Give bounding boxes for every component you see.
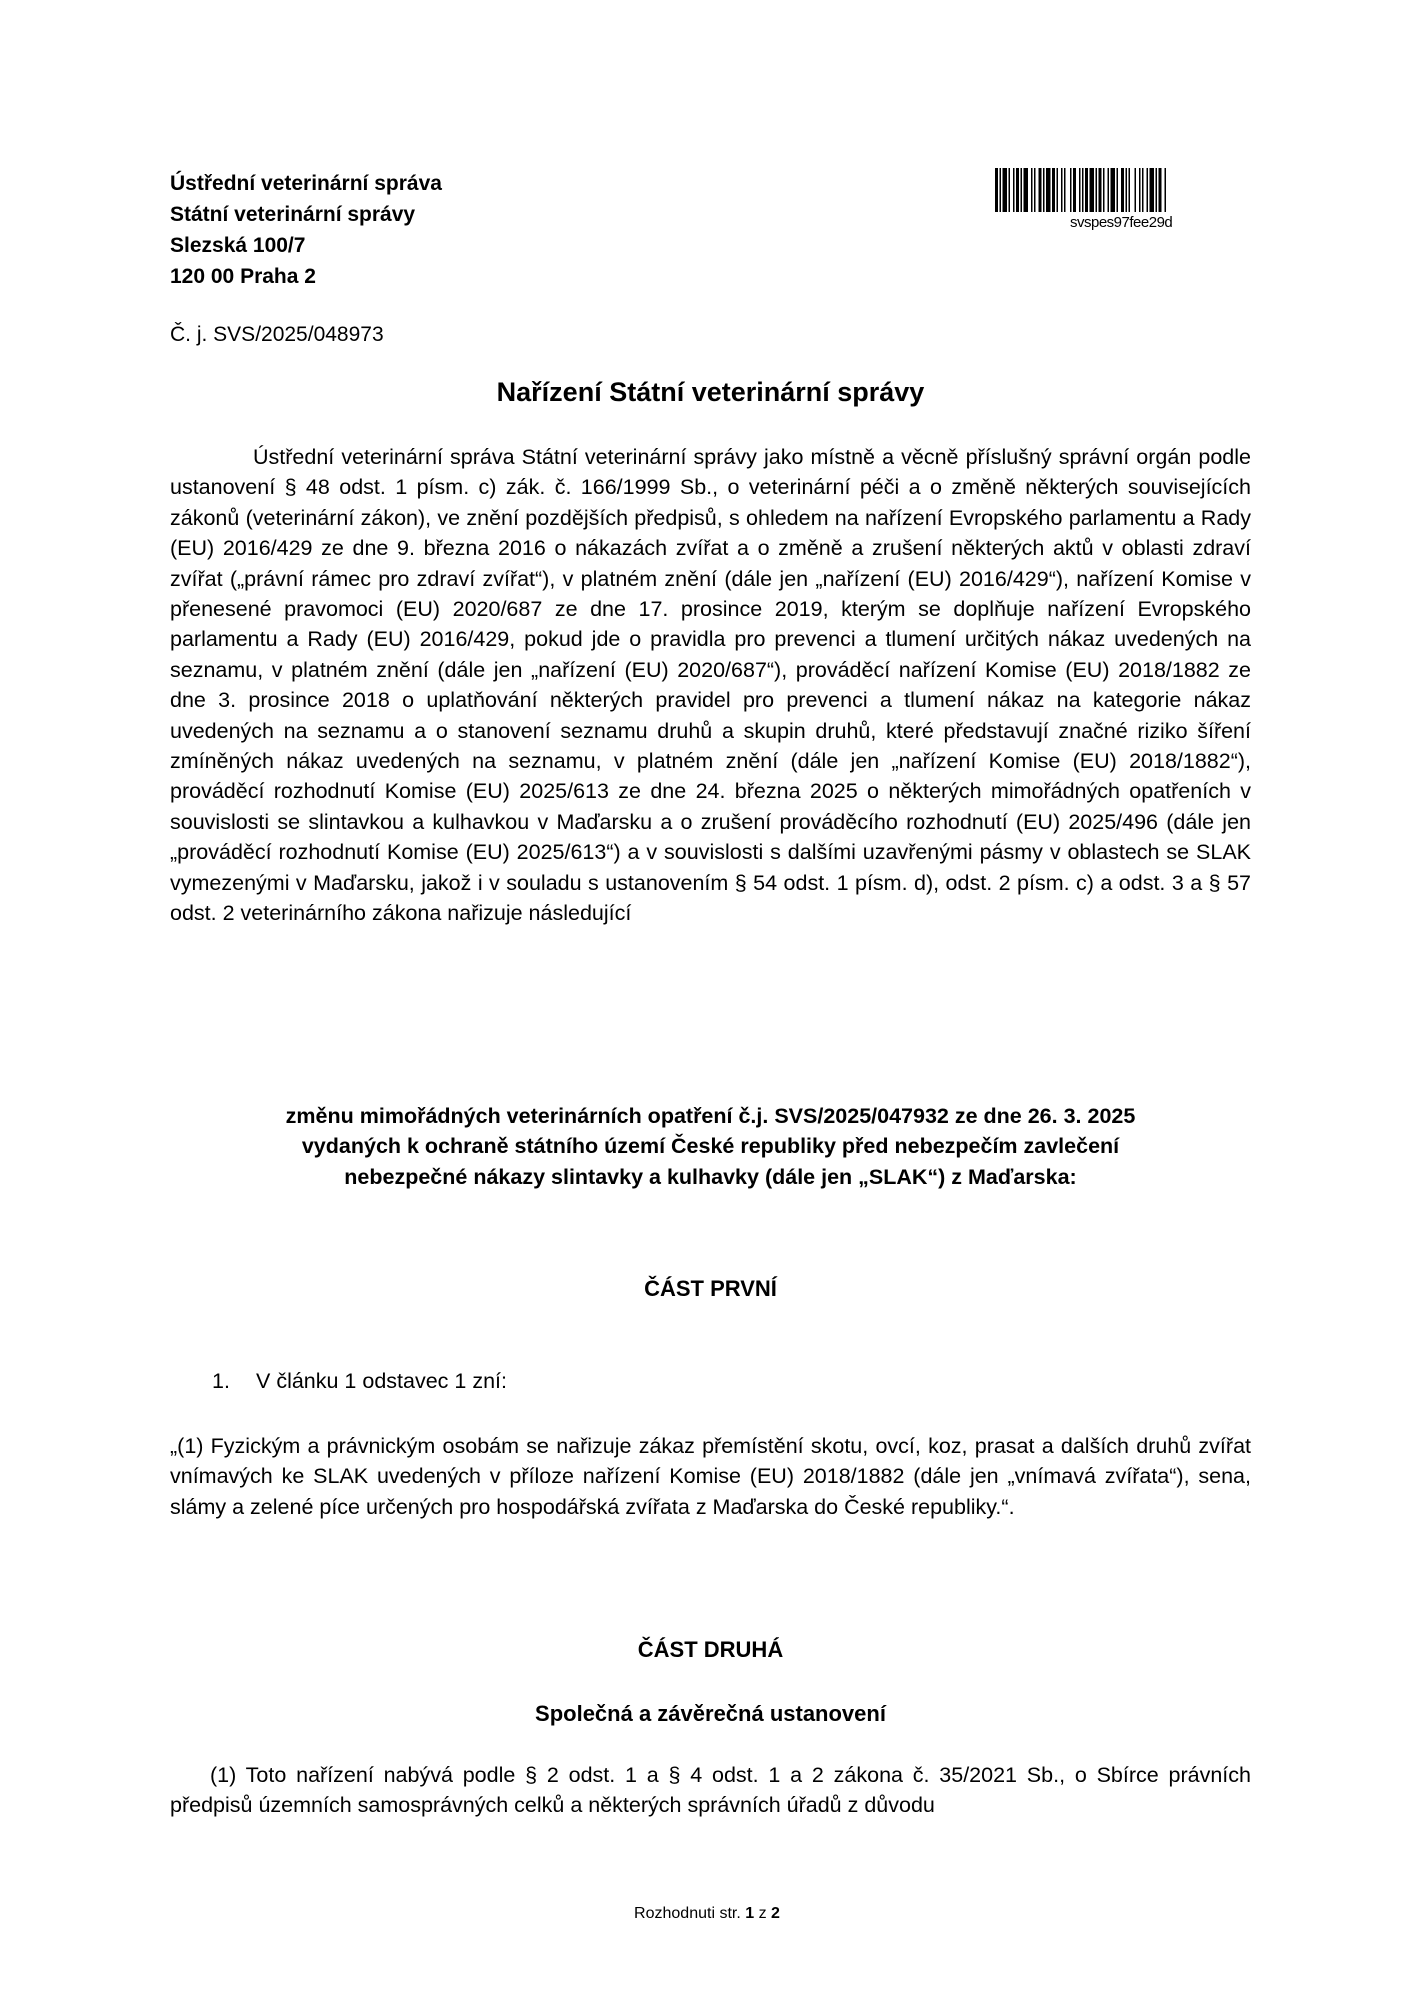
amended-paragraph-quote: „(1) Fyzickým a právnickým osobám se nařizuje zákaz přemístění skotu, ovcí, koz, prasat a dalších druhů zvířat vnímavých ke SLAK uvedených v příloze nařízení Komise (EU) 2018/1882 (dále jen „vnímavá zvířata“), sena, slámy a zelené píce určených pro hospodářská zvířata z Maďarska do České republiky.“.: [170, 1434, 1251, 1519]
footer-page-number: 1: [745, 1905, 755, 1922]
part-two-heading: ČÁST DRUHÁ: [637, 1637, 784, 1662]
barcode-label: svspes97fee29d: [1070, 214, 1173, 231]
address-line: Ústřední veterinární správa: [170, 172, 442, 195]
item-text: V článku 1 odstavec 1 zní:: [256, 1369, 507, 1393]
part-two-subheading: Společná a závěrečná ustanovení: [535, 1701, 886, 1726]
address-line: Slezská 100/7: [170, 234, 306, 257]
footer-separator: z: [758, 1905, 767, 1922]
subject-line: nebezpečné nákazy slintavky a kulhavky (dále jen „SLAK“) z Maďarska:: [344, 1164, 1077, 1189]
intro-paragraph: Ústřední veterinární správa Státní veterinární správy jako místně a věcně příslušný správní orgán podle ustanovení § 48 odst. 1 písm. c) zák. č. 166/1999 Sb., o veterinární péči a o změně některých souvisejících zákonů (veterinární zákon), ve znění pozdějších předpisů, s ohledem na nařízení Evropského parlamentu a Rady (EU) 2016/429 ze dne 9. března 2016 o nákazách zvířat a o změně a zrušení některých aktů v oblasti zdraví zvířat („právní rámec pro zdraví zvířat“), v platném znění (dále jen „nařízení (EU) 2016/429“), nařízení Komise v přenesené pravomoci (EU) 2020/687 ze dne 17. prosince 2019, kterým se doplňuje nařízení Evropského parlamentu a Rady (EU) 2016/429, pokud jde o pravidla pro prevenci a tlumení určitých nákaz uvedených na seznamu, v platném znění (dále jen „nařízení (EU) 2020/687“), prováděcí nařízení Komise (EU) 2018/1882 ze dne 3. prosince 2018 o uplatňování některých pravidel pro prevenci a tlumení nákaz na kategorie nákaz uvedených na seznamu a o stanovení seznamu druhů a skupin druhů, které představují značné riziko šíření zmíněných nákaz uvedených na seznamu, v platném znění (dále jen „nařízení Komise (EU) 2018/1882“), prováděcí rozhodnutí Komise (EU) 2025/613 ze dne 24. března 2025 o některých mimořádných opatřeních v souvislosti se slintavkou a kulhavkou v Maďarsku a o zrušení prováděcího rozhodnutí (EU) 2025/496 (dále jen „prováděcí rozhodnutí Komise (EU) 2025/613“) a v souvislosti s dalšími uzavřenými pásmy v oblastech se SLAK vymezenými v Maďarsku, jakož i v souladu s ustanovením § 54 odst. 1 písm. d), odst. 2 písm. c) a odst. 3 a § 57 odst. 2 veterinárního zákona nařizuje následující: [170, 445, 1251, 926]
barcode-bars: [995, 168, 1250, 212]
address-line: 120 00 Praha 2: [170, 265, 316, 288]
document-title: Nařízení Státní veterinární správy: [496, 377, 925, 407]
final-provisions-paragraph: (1) Toto nařízení nabývá podle § 2 odst. 1 a § 4 odst. 1 a 2 zákona č. 35/2021 Sb., o Sbírce právních předpisů územních samosprávných celků a některých správních úřadů z důvodu: [170, 1763, 1251, 1818]
subject-block: [170, 1101, 1251, 1192]
address-line: Státní veterinární správy: [170, 203, 416, 226]
footer-prefix: Rozhodnuti str.: [634, 1905, 741, 1922]
reference-number: Č. j. SVS/2025/048973: [170, 323, 384, 346]
subject-line: změnu mimořádných veterinárních opatření č.j. SVS/2025/047932 ze dne 26. 3. 2025: [285, 1104, 1136, 1128]
amendment-item: [212, 1369, 507, 1394]
sender-address: [170, 168, 442, 292]
footer-page-total: 2: [771, 1905, 780, 1922]
barcode: [995, 168, 1250, 238]
page-footer: [0, 1905, 1414, 1923]
subject-line: vydaných k ochraně státního území České republiky před nebezpečím zavlečení: [301, 1134, 1120, 1159]
part-one-heading: ČÁST PRVNÍ: [644, 1276, 777, 1301]
item-number: 1.: [212, 1369, 230, 1393]
